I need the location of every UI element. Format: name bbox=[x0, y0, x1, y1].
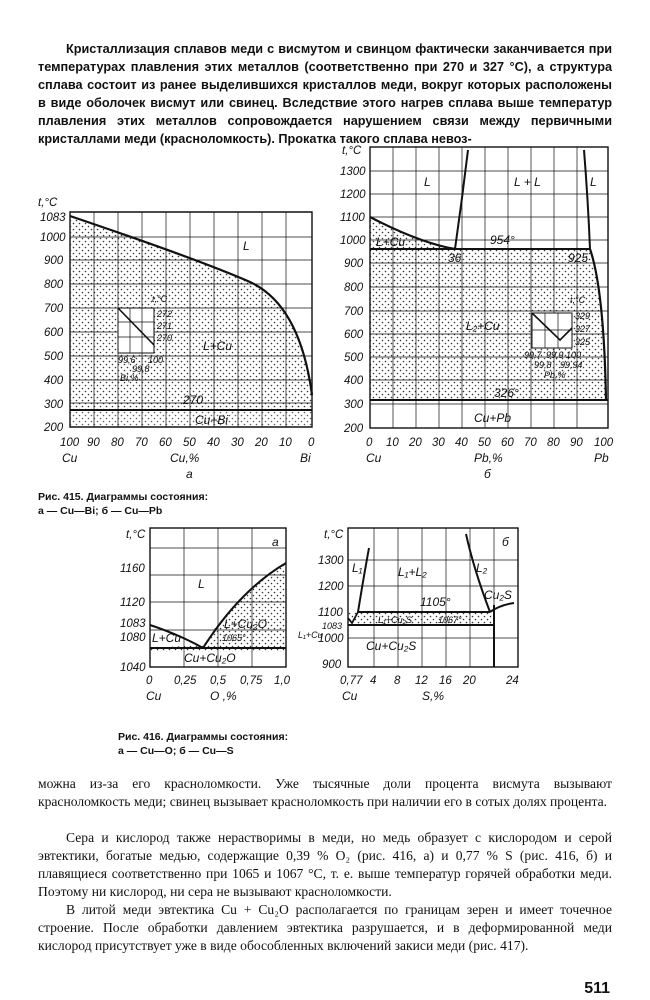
fig416a-label-1065: 1065° bbox=[222, 633, 246, 643]
fig415a-inset-t: t,°C bbox=[152, 294, 168, 304]
fig415a-ytick: 800 bbox=[44, 279, 64, 291]
fig416b-sublabel: б bbox=[502, 535, 509, 549]
fig415a-sublabel: а bbox=[186, 467, 193, 481]
fig416b-left-element: Cu bbox=[342, 689, 358, 703]
fig415a-xtick: 20 bbox=[255, 437, 268, 449]
fig415b-region-l2: L bbox=[590, 175, 597, 189]
fig416b-xtick: 0,77 bbox=[340, 675, 363, 687]
fig415a-inset-xl: Bi,% bbox=[120, 373, 139, 383]
fig415b-ytick: 1000 bbox=[340, 235, 366, 247]
fig415a-xtick: 60 bbox=[159, 437, 172, 449]
fig415b-xtick: 100 bbox=[594, 437, 614, 449]
fig415b-label-36: 36 bbox=[448, 251, 462, 265]
fig415a-region-l-cu: L+Cu bbox=[203, 339, 233, 353]
fig416a-ytick: 1080 bbox=[120, 632, 146, 644]
fig415a-inset-x3: 99,8 bbox=[132, 364, 150, 374]
fig415b-label-954: 954° bbox=[490, 233, 515, 247]
fig415-caption-line1: Рис. 415. Диаграммы состояния: bbox=[38, 491, 209, 503]
fig415b-inset-t: t,°C bbox=[570, 295, 586, 305]
fig415b-ytick: 200 bbox=[344, 423, 364, 435]
fig415b-ytick: 700 bbox=[344, 306, 364, 318]
fig416b-ytick: 1083 bbox=[322, 621, 343, 631]
fig415b-region-cu-pb: Cu+Pb bbox=[474, 411, 512, 425]
fig415a-xtick: 50 bbox=[183, 437, 196, 449]
fig416a-xtick: 0,5 bbox=[210, 675, 226, 687]
fig416b-region-l1: L₁ bbox=[352, 561, 363, 575]
fig415a-label-270: 270 bbox=[183, 393, 204, 407]
fig415a-ytick: 200 bbox=[44, 422, 64, 434]
fig416b-ytick: 1100 bbox=[318, 607, 343, 619]
fig416b-region-l1-l2: L₁+L₂ bbox=[398, 565, 427, 579]
fig415a-xtick: 10 bbox=[279, 437, 292, 449]
fig415b-ytick: 1300 bbox=[340, 166, 366, 178]
page-number: 511 bbox=[584, 980, 610, 997]
fig416b-xticks bbox=[340, 675, 519, 687]
fig416b-dotted bbox=[348, 612, 494, 625]
fig416b-xtick: 20 bbox=[463, 675, 476, 687]
fig415b-ytick: 300 bbox=[344, 399, 364, 411]
fig416a-ytick: 1040 bbox=[120, 662, 146, 674]
fig416b-ytick: 1200 bbox=[318, 581, 344, 593]
fig415b-sublabel: б bbox=[484, 467, 491, 481]
fig416b-label-1105: 1105° bbox=[420, 595, 451, 609]
fig415b-xtick: 50 bbox=[478, 437, 491, 449]
fig415a-inset-t271: 271 bbox=[157, 321, 173, 331]
fig416b-ytick: 900 bbox=[322, 659, 342, 671]
fig416a-ylabel: t,°C bbox=[126, 529, 146, 541]
fig416b-region-l2: L₂ bbox=[476, 561, 488, 575]
fig415b-inset-x2: 99,9 bbox=[546, 350, 564, 360]
fig415b-ytick: 1100 bbox=[340, 212, 365, 224]
fig416b-region-cu2s: Cu₂S bbox=[484, 588, 512, 602]
fig416b-yticks bbox=[318, 555, 344, 671]
body-paragraph-3: В литой меди эвтектика Cu + Cu₂O располагается по границам зерен и имеет точечное строение. После обработки давлением эвтектика разрушается, и в деформированной меди кислород присутствует уже в виде обособленных включений закиси меди (рис. 417). bbox=[38, 902, 612, 953]
fig416b-label-1067: 1067° bbox=[438, 615, 462, 625]
fig416b-ytick: 1000 bbox=[318, 633, 344, 645]
fig415a-ytick: 400 bbox=[44, 375, 64, 387]
fig416-caption bbox=[118, 730, 288, 758]
fig415b-inset-xl: Pb,% bbox=[544, 370, 566, 380]
fig415a-right-element: Bi bbox=[300, 451, 311, 465]
fig415b-ytick: 1200 bbox=[340, 189, 366, 201]
fig415a-ytick: 600 bbox=[44, 327, 64, 339]
fig416a-xtick: 0,25 bbox=[174, 675, 197, 687]
fig416b-miscibility-left bbox=[358, 548, 369, 612]
fig416a-ytick: 1120 bbox=[120, 597, 145, 609]
fig416b-xtick: 4 bbox=[370, 675, 377, 687]
fig415a-ytick: 1083 bbox=[40, 212, 66, 224]
fig416a-region-cu-cu2o: Cu+Cu₂O bbox=[184, 651, 236, 665]
fig415a-ylabel: t,°C bbox=[38, 197, 58, 209]
fig416b-xtick: 16 bbox=[439, 675, 452, 687]
fig415a-xtick: 70 bbox=[135, 437, 148, 449]
fig416b-region-l1-cu: L₁+Cu bbox=[298, 630, 323, 640]
fig415b-xtick: 70 bbox=[524, 437, 537, 449]
fig415a-region-l: L bbox=[243, 239, 250, 253]
fig415a-xlabel: Cu,% bbox=[170, 451, 200, 465]
fig415b-right-element: Pb bbox=[594, 451, 609, 465]
fig415b-inset-t325: 325 bbox=[575, 337, 591, 347]
fig415b-inset-x3: 100 bbox=[566, 350, 582, 360]
fig415b-inset-x5: 99,94 bbox=[560, 360, 583, 370]
fig415b-region-l1: L bbox=[424, 175, 431, 189]
fig416a-xtick: 0 bbox=[146, 675, 153, 687]
fig415a-xtick: 80 bbox=[111, 437, 124, 449]
fig416a-sublabel: а bbox=[272, 535, 279, 549]
fig415b-xtick: 30 bbox=[432, 437, 445, 449]
fig415a-ytick: 700 bbox=[44, 303, 64, 315]
fig416a-left-element: Cu bbox=[146, 689, 162, 703]
body-paragraph-2: Сера и кислород также нерастворимы в меди, но медь образует с кислородом и серой эвтектики, богатые медью, содержащие 0,39 % O₂ (рис. 416, а) и 0,77 % S (рис. 416, б) и плавящиеся соответственно при 1065 и 1067 °C, т. е. выше температур горячей обработки меди. Поэтому ни кислород, ни сера не вызывают красноломкости. bbox=[38, 830, 612, 899]
fig416a-xtick: 1,0 bbox=[274, 675, 290, 687]
fig415b-xtick: 60 bbox=[501, 437, 514, 449]
fig416b-ytick: 1300 bbox=[318, 555, 344, 567]
fig415b-xtick: 40 bbox=[455, 437, 468, 449]
fig415b-label-925: 925 bbox=[568, 251, 589, 265]
fig415a-xtick: 0 bbox=[308, 437, 315, 449]
fig415b-ytick: 600 bbox=[344, 329, 364, 341]
fig415b-inset-x1: 99,7 bbox=[524, 350, 542, 360]
fig416a-region-l-cu: L+Cu bbox=[152, 631, 182, 645]
fig416a-ytick: 1083 bbox=[120, 618, 146, 630]
fig416b-xtick: 12 bbox=[415, 675, 428, 687]
fig416b-region-cu-cu2s: Cu+Cu₂S bbox=[366, 639, 417, 653]
fig416a-region-l-cu2o: L+Cu₂O bbox=[224, 617, 267, 631]
fig415a-ytick: 300 bbox=[44, 399, 64, 411]
fig415b-xtick: 80 bbox=[547, 437, 560, 449]
fig415a-left-element: Cu bbox=[62, 451, 78, 465]
fig415a-inset-t272: 272 bbox=[157, 309, 173, 319]
intro-paragraph: Кристаллизация сплавов меди с висмутом и свинцом фактически заканчивается при температурах плавления этих металлов (соответственно при 270 и 327 °C), а структура сплава состоит из ранее выделившихся кристаллов меди, вокруг которых расположены в виде оболочек висмут или свинец. Вследствие этого нагрев сплава выше температур плавления этих металлов сопровождается нарушением связи между первичными кристаллами меди (красноломкость). Прокатка такого сплава невоз- bbox=[38, 42, 612, 146]
fig416a-region-l: L bbox=[198, 577, 205, 591]
fig415b-label-326: 326° bbox=[494, 386, 519, 400]
fig416b-ylabel: t,°C bbox=[324, 529, 344, 541]
fig415b-region-l1-cu: L+Cu bbox=[376, 235, 406, 249]
fig415b-inset-t329: 329 bbox=[575, 311, 591, 321]
body-paragraph-1: можна из-за его красноломкости. Уже тысячные доли процента висмута вызывают красноломкость меди; свинец вызывает красноломкость при наличии его в сотых долях процента. bbox=[38, 776, 612, 809]
fig415a-xtick: 100 bbox=[60, 437, 80, 449]
fig415a-ytick: 500 bbox=[44, 351, 64, 363]
fig415a-region-cu-bi: Cu+Bi bbox=[195, 413, 229, 427]
fig415-caption-line2: а — Cu—Bi; б — Cu—Pb bbox=[38, 505, 163, 517]
fig415b-inset-t327: 327 bbox=[575, 324, 591, 334]
fig415a-xtick: 40 bbox=[207, 437, 220, 449]
fig415a-ytick: 900 bbox=[44, 255, 64, 267]
fig415a-ytick: 1000 bbox=[40, 232, 66, 244]
fig415a-xtick: 30 bbox=[231, 437, 244, 449]
fig416-caption-line2: а — Cu—O; б — Cu—S bbox=[118, 745, 234, 757]
fig415b-xtick: 90 bbox=[570, 437, 583, 449]
fig416b-region-l1-cu2s: L₁+Cu₂S bbox=[378, 615, 413, 625]
fig415a-inset-x1: 99,6 bbox=[118, 355, 136, 365]
fig415b-ytick: 400 bbox=[344, 375, 364, 387]
fig415b-ytick: 800 bbox=[344, 282, 364, 294]
fig415b-left-element: Cu bbox=[366, 451, 382, 465]
fig415a-xtick: 90 bbox=[87, 437, 100, 449]
fig415a-inset-x2: 100 bbox=[148, 355, 164, 365]
fig416b-xtick: 24 bbox=[506, 675, 519, 687]
fig415b-ylabel: t,°C bbox=[342, 145, 362, 157]
fig415b-xlabel: Pb,% bbox=[474, 451, 503, 465]
fig416-caption-line1: Рис. 416. Диаграммы состояния: bbox=[118, 731, 289, 743]
fig415b-region-l2-cu: L₂+Cu bbox=[466, 319, 500, 333]
fig416a-xtick: 0,75 bbox=[240, 675, 263, 687]
fig415b-xtick: 0 bbox=[366, 437, 373, 449]
fig416b-xtick: 8 bbox=[394, 675, 401, 687]
fig416a-ytick: 1160 bbox=[120, 563, 145, 575]
fig415b-ytick: 500 bbox=[344, 352, 364, 364]
fig415b-inset-x4: 99,8 bbox=[534, 360, 552, 370]
fig415b-region-l1-l2: L + L bbox=[514, 175, 541, 189]
fig415b-ytick: 900 bbox=[344, 258, 364, 270]
fig415b-xtick: 10 bbox=[386, 437, 399, 449]
fig416b-xlabel: S,% bbox=[422, 689, 445, 703]
fig415a-inset-t270: 270 bbox=[157, 333, 173, 343]
fig415b-xtick: 20 bbox=[409, 437, 422, 449]
fig416a-xlabel: O ,% bbox=[210, 689, 237, 703]
